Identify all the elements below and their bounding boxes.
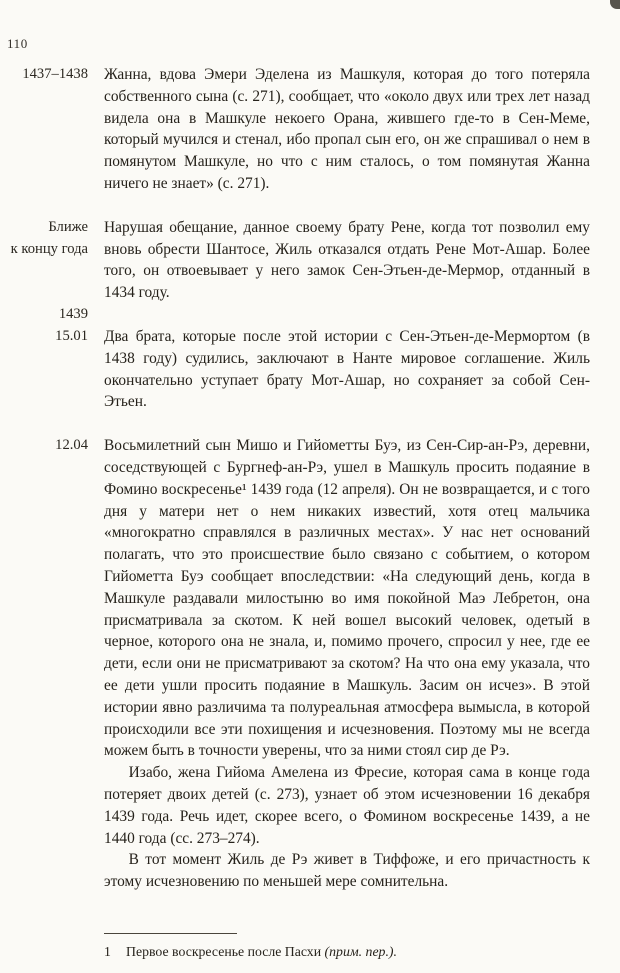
entry-1439-01-15: [0, 306, 590, 413]
paragraph: Изабо, жена Гийома Амелена из Фресие, которая сама в конце года потеряет двоих детей (с. 273), узнает об этом исчезновении 16 декабря 1439 года. Речь идет, скорее всего, о Фомином воскресенье 1439, а не 1440 года (сс. 273–274).: [104, 764, 590, 847]
footnote-note: (прим. пер.).: [324, 944, 397, 959]
entry-date-line: 1437–1438: [22, 66, 88, 82]
footnote-separator: [104, 933, 237, 934]
paragraph: Два брата, которые после этой истории с Сен-Этьен-де-Мермортом (в 1438 году) судились, заключают в Нанте мировое соглашение. Жиль окончательно уступает брату Мот-Ашар, но сохраняет за собой Сен-Этьен.: [104, 327, 590, 411]
entry-date: [0, 435, 88, 893]
entry-text: [104, 435, 590, 893]
paragraph: В тот момент Жиль де Рэ живет в Тиффоже, и его причастность к этому исчезновению по меньшей мере сомнительна.: [104, 851, 590, 891]
entry-date-line: к концу года: [10, 240, 88, 257]
scan-artifact: [610, 0, 620, 9]
entry-1437-1438: [0, 64, 590, 195]
footnote-line: [104, 943, 590, 961]
entry-date: [0, 64, 88, 195]
entry-1439-04-12: [0, 435, 590, 893]
entry-text: [104, 64, 590, 195]
page-number: 110: [7, 36, 28, 51]
entry-text: [104, 326, 590, 413]
entry-date: [0, 306, 88, 413]
entry-end-of-year: [0, 217, 590, 304]
entry-text: [104, 217, 590, 304]
chronicle-content: [0, 64, 620, 915]
footnote-text: Первое воскресенье после Пасхи: [126, 944, 322, 959]
entry-date-line: Ближе: [48, 218, 88, 235]
paragraph: Восьмилетний сын Мишо и Гийометты Буэ, из Сен-Сир-ан-Рэ, деревни, соседствующей с Бургнеф-ан-Рэ, ушел в Машкуль просить подаяние в Фомино воскресенье¹ 1439 года (12 апреля). Он не возвращается, и с того дня у матери нет о нем никаких известий, хотя отец мальчика «многократно справлялся в различных местах». У нас нет оснований полагать, что это происшествие было связано с событием, о котором Гийометта Буэ сообщает впоследствии: «На следующий день, когда в Машкуле раздавали милостыню во имя покойной Маэ Лебретон, она присматривала за скотом. К ней вошел высокий человек, одетый в черное, которого она не знала, и, помимо прочего, спросил у нее, где ее дети, если они не присматривают за скотом? На что она ему указала, что ее дети ушли просить подаяние в Машкуль. Засим он исчез». В этой истории явно различима та полуреальная атмосфера вымысла, в которой происходили все эти похищения и исчезновения. Поэтому мы не всегда можем быть в точности уверены, что за ними стоял сир де Рэ.: [104, 437, 590, 760]
paragraph: Нарушая обещание, данное своему брату Рене, когда тот позволил ему вновь обрести Шантосе, Жиль отказался отдать Рене Мот-Ашар. Более того, он отвоевывает у него замок Сен-Этьен-де-Мермор, отданный в 1434 году.: [104, 218, 590, 302]
entry-date: [0, 217, 88, 304]
entry-year-line: 1439: [58, 306, 88, 323]
footnote-marker: 1: [104, 944, 111, 959]
paragraph: Жанна, вдова Эмери Эделена из Машкуля, которая до того потеряла собственного сына (с. 271), сообщает, что «около двух или трех лет назад видела она в Машкуле некоего Орана, жившего где-то в Сен-Меме, который мучился и стенал, ибо пропал сын его, он же спрашивал о нем в помянутом Машкуле, но что с ним сталось, о том помянутая Жанна ничего не знает» (с. 271).: [104, 66, 590, 192]
entry-date-line: 12.04: [55, 437, 88, 454]
entry-date-line: 15.01: [55, 327, 88, 344]
footnote: [104, 931, 590, 961]
